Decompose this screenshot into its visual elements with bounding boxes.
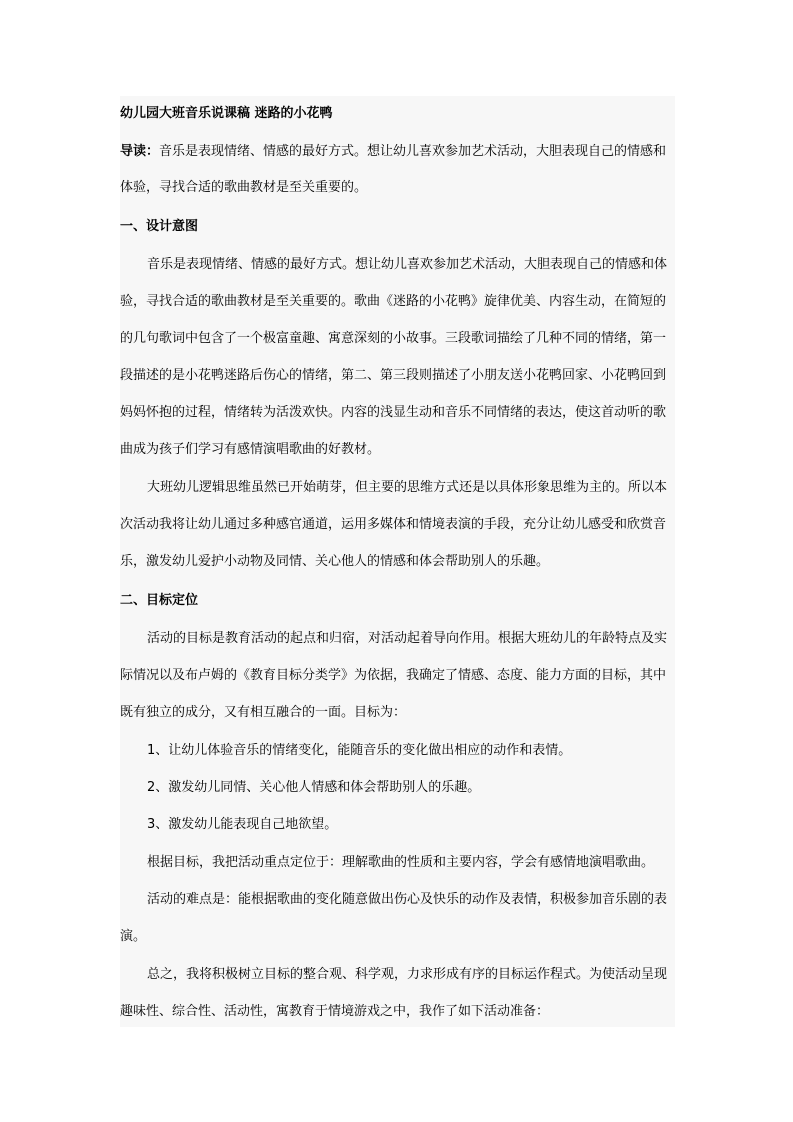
- summary-line: 趣味性、综合性、活动性，寓教育于情境游戏之中，我作了如下活动准备：: [120, 1004, 550, 1019]
- section-heading-design: 一、设计意图: [120, 219, 199, 234]
- paragraph-line: 际情况以及布卢姆的《教育目标分类学》为依据，我确定了情感、态度、能力方面的目标，其中: [120, 668, 667, 683]
- paragraph-line: 妈妈怀抱的过程，情绪转为活泼欢快。内容的浅显生动和音乐不同情绪的表达，使这首动听的歌: [120, 405, 667, 420]
- goal-item: 2、激发幼儿同情、关心他人情感和体会帮助别人的乐趣。: [147, 780, 481, 795]
- goal-item: 3、激发幼儿能表现自己地欲望。: [147, 817, 338, 832]
- paragraph-line: 大班幼儿逻辑思维虽然已开始萌芽，但主要的思维方式还是以具体形象思维为主的。所以本: [147, 480, 668, 495]
- difficulty-line: 演。: [120, 929, 147, 944]
- intro-label: 导读：: [120, 144, 160, 159]
- paragraph-line: 音乐是表现情绪、情感的最好方式。想让幼儿喜欢参加艺术活动，大胆表现自己的情感和体: [147, 257, 668, 272]
- paragraph-line: 段描述的是小花鸭迷路后伤心的情绪，第二、第三段则描述了小朋友送小花鸭回家、小花鸭回到: [120, 368, 667, 383]
- difficulty-line: 活动的难点是：能根据歌曲的变化随意做出伤心及快乐的动作及表情，积极参加音乐剧的表: [147, 892, 668, 907]
- document-page: [120, 96, 675, 1027]
- intro-line-1: [120, 144, 666, 160]
- intro-text-1: 音乐是表现情绪、情感的最好方式。想让幼儿喜欢参加艺术活动，大胆表现自己的情感和: [159, 144, 667, 159]
- paragraph-line: 次活动我将让幼儿通过多种感官通道，运用多媒体和情境表演的手段，充分让幼儿感受和欣赏音: [120, 517, 667, 532]
- intro-line-2: 体验，寻找合适的歌曲教材是至关重要的。: [120, 180, 368, 195]
- paragraph-line: 验，寻找合适的歌曲教材是至关重要的。歌曲《迷路的小花鸭》旋律优美、内容生动，在简短的: [120, 294, 667, 309]
- paragraph-line: 既有独立的成分，又有相互融合的一面。目标为：: [120, 705, 407, 720]
- section-heading-goals: 二、目标定位: [120, 593, 199, 608]
- paragraph-line: 曲成为孩子们学习有感情演唱歌曲的好教材。: [120, 442, 381, 457]
- focus-line: 根据目标，我把活动重点定位于：理解歌曲的性质和主要内容，学会有感情地演唱歌曲。: [147, 855, 655, 870]
- summary-line: 总之，我将积极树立目标的整合观、科学观，力求形成有序的目标运作程式。为使活动呈现: [147, 967, 668, 982]
- goal-item: 1、让幼儿体验音乐的情绪变化，能随音乐的变化做出相应的动作和表情。: [147, 743, 572, 758]
- paragraph-line: 乐，激发幼儿爱护小动物及同情、关心他人的情感和体会帮助别人的乐趣。: [120, 554, 550, 569]
- paragraph-line: 活动的目标是教育活动的起点和归宿，对活动起着导向作用。根据大班幼儿的年龄特点及实: [147, 631, 668, 646]
- document-title: 幼儿园大班音乐说课稿 迷路的小花鸭: [120, 106, 333, 121]
- paragraph-line: 的几句歌词中包含了一个极富童趣、寓意深刻的小故事。三段歌词描绘了几种不同的情绪，第一: [120, 331, 667, 346]
